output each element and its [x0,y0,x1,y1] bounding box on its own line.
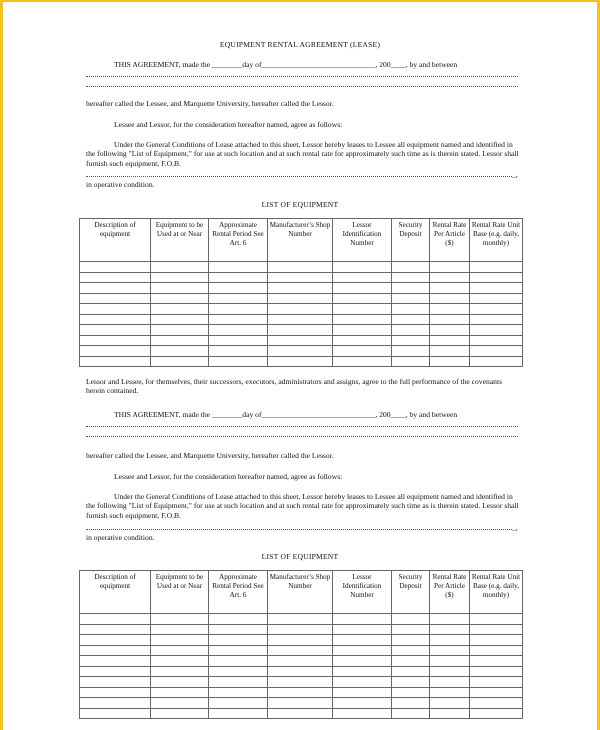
col-description: Description of equipment [80,571,151,614]
col-used-near: Equipment to be Used at or Near [151,571,209,614]
table-cell[interactable] [268,283,333,294]
table-cell[interactable] [430,314,470,325]
table-cell[interactable] [151,356,209,367]
table-cell[interactable] [268,624,333,635]
table-cell[interactable] [392,624,430,635]
table-cell[interactable] [151,272,209,283]
table-cell[interactable] [333,335,392,346]
consideration-line: Lessee and Lessor, for the consideration hereafter named, agree as follows: [114,472,343,481]
table-cell[interactable] [392,314,430,325]
table-cell[interactable] [209,698,268,709]
table-cell[interactable] [151,262,209,273]
table-cell[interactable] [209,325,268,336]
table-row [80,314,523,325]
col-security-deposit: Security Deposit [392,571,430,614]
table-cell[interactable] [430,624,470,635]
document-title: EQUIPMENT RENTAL AGREEMENT (LEASE) [219,40,381,49]
table-cell[interactable] [209,624,268,635]
table-cell[interactable] [268,335,333,346]
table-cell[interactable] [209,304,268,315]
table-cell[interactable] [392,656,430,667]
blank-line [86,76,518,77]
table-cell[interactable] [151,698,209,709]
table-cell[interactable] [151,346,209,357]
table-row [80,614,523,625]
table-cell[interactable] [80,614,151,625]
table-cell[interactable] [430,293,470,304]
table-cell[interactable] [209,346,268,357]
equipment-table [79,218,523,367]
table-cell[interactable] [268,698,333,709]
table-cell[interactable] [392,283,430,294]
table-cell[interactable] [333,656,392,667]
table-cell[interactable] [430,656,470,667]
table-cell[interactable] [80,698,151,709]
table-cell[interactable] [268,304,333,315]
table-cell[interactable] [470,635,523,646]
table-cell[interactable] [470,293,523,304]
table-cell[interactable] [80,335,151,346]
table-cell[interactable] [268,325,333,336]
table-cell[interactable] [470,708,523,719]
table-cell[interactable] [470,645,523,656]
table-cell[interactable] [268,656,333,667]
table-cell[interactable] [470,325,523,336]
table-cell[interactable] [430,666,470,677]
table-row [80,645,523,656]
table-cell[interactable] [268,677,333,688]
table-cell[interactable] [470,262,523,273]
table-cell[interactable] [80,666,151,677]
table-row [80,677,523,688]
agreement-line: THIS AGREEMENT, made the ________day of______________________________, 200____, by and between [114,60,458,69]
table-cell[interactable] [80,346,151,357]
table-cell[interactable] [333,614,392,625]
table-cell[interactable] [209,635,268,646]
col-rental-period: Approximate Rental Period See Art. 6 [209,219,268,262]
table-header-row [80,571,523,614]
table-cell[interactable] [80,272,151,283]
table-cell[interactable] [333,666,392,677]
table-cell[interactable] [268,262,333,273]
consideration-line: Lessee and Lessor, for the consideration hereafter named, agree as follows: [114,120,343,129]
table-cell[interactable] [151,335,209,346]
lessee-line: hereafter called the Lessee, and Marquette University, hereafter called the Lessor. [86,99,334,108]
table-cell[interactable] [209,283,268,294]
table-cell[interactable] [470,656,523,667]
table-row [80,687,523,698]
col-rate-unit-base: Rental Rate Unit Base (e.g. daily, monthly) [470,219,523,262]
table-cell[interactable] [151,635,209,646]
table-cell[interactable] [80,656,151,667]
table-header-row [80,219,523,262]
table-cell[interactable] [333,272,392,283]
operative-line: in operative condition. [86,180,155,189]
table-cell[interactable] [333,356,392,367]
table-cell[interactable] [333,346,392,357]
table-cell[interactable] [392,335,430,346]
table-cell[interactable] [333,645,392,656]
table-cell[interactable] [151,677,209,688]
table-cell[interactable] [430,645,470,656]
agreement-line: THIS AGREEMENT, made the ________day of______________________________, 200____, by and between [114,410,458,419]
table-row [80,346,523,357]
table-row [80,325,523,336]
table-cell[interactable] [470,314,523,325]
table-cell[interactable] [333,698,392,709]
table-cell[interactable] [80,304,151,315]
table-cell[interactable] [333,293,392,304]
table-row [80,698,523,709]
table-cell[interactable] [209,666,268,677]
table-cell[interactable] [151,666,209,677]
table-cell[interactable] [470,624,523,635]
conditions-paragraph: Under the General Conditions of Lease attached to this sheet, Lessor hereby leases to Lessee all equipment named and identified in the following "List of Equipment," for use at such location and at such rental rate for approximately such time as is therein stated. Lessor shall furnish such equipment, F.O.B. [86,140,519,168]
table-body [80,262,523,367]
table-cell[interactable] [80,687,151,698]
table-cell[interactable] [430,335,470,346]
table-cell[interactable] [470,687,523,698]
col-shop-number: Manufacturer’s Shop Number [268,219,333,262]
table-cell[interactable] [151,314,209,325]
table-cell[interactable] [430,635,470,646]
table-cell[interactable] [209,314,268,325]
table-cell[interactable] [151,614,209,625]
covenant-paragraph: Lessor and Lessee, for themselves, their successors, executors, administrators and assigns, agree to the full performance of the covenants herein contained. [86,377,503,396]
blank-line [86,436,518,437]
table-cell[interactable] [268,666,333,677]
fob-end-mark: _, [512,170,518,179]
table-cell[interactable] [333,262,392,273]
col-shop-number: Manufacturer’s Shop Number [268,571,333,614]
table-cell[interactable] [80,624,151,635]
table-cell[interactable] [430,304,470,315]
table-cell[interactable] [268,708,333,719]
table-cell[interactable] [80,314,151,325]
table-cell[interactable] [470,335,523,346]
table-cell[interactable] [392,356,430,367]
table-cell[interactable] [80,356,151,367]
table-cell[interactable] [333,314,392,325]
table-row [80,624,523,635]
table-cell[interactable] [333,635,392,646]
table-row [80,356,523,367]
table-cell[interactable] [268,346,333,357]
col-security-deposit: Security Deposit [392,219,430,262]
table-cell[interactable] [430,677,470,688]
table-cell[interactable] [209,645,268,656]
table-row [80,272,523,283]
table-cell[interactable] [392,635,430,646]
table-cell[interactable] [151,645,209,656]
table-cell[interactable] [209,272,268,283]
table-cell[interactable] [470,346,523,357]
table-cell[interactable] [80,325,151,336]
table-cell[interactable] [392,645,430,656]
table-cell[interactable] [392,614,430,625]
table-cell[interactable] [430,708,470,719]
table-cell[interactable] [470,356,523,367]
table-cell[interactable] [392,677,430,688]
col-rate-per-article: Rental Rate Per Article ($) [430,571,470,614]
table-cell[interactable] [209,262,268,273]
table-cell[interactable] [430,356,470,367]
col-description: Description of equipment [80,219,151,262]
table-cell[interactable] [151,283,209,294]
table-row [80,708,523,719]
table-cell[interactable] [209,335,268,346]
table-cell[interactable] [430,325,470,336]
lessee-line: hereafter called the Lessee, and Marquette University, hereafter called the Lessor. [86,451,334,460]
table-cell[interactable] [151,708,209,719]
table-cell[interactable] [151,293,209,304]
table-body [80,614,523,719]
table-cell[interactable] [268,293,333,304]
table-cell[interactable] [268,272,333,283]
table-cell[interactable] [80,262,151,273]
table-cell[interactable] [430,614,470,625]
table-row [80,666,523,677]
col-identification-number: Lessor Identification Number [333,571,392,614]
table-cell[interactable] [268,356,333,367]
conditions-paragraph: Under the General Conditions of Lease attached to this sheet, Lessor hereby leases to Lessee all equipment named and identified in the following "List of Equipment," for use at such location and at such rental rate for approximately such time as is therein stated. Lessor shall furnish such equipment, F.O.B. [86,492,519,520]
table-cell[interactable] [268,614,333,625]
table-cell[interactable] [209,687,268,698]
table-cell[interactable] [470,666,523,677]
table-cell[interactable] [151,656,209,667]
table-cell[interactable] [333,325,392,336]
table-cell[interactable] [151,304,209,315]
table-cell[interactable] [470,614,523,625]
table-cell[interactable] [80,635,151,646]
table-cell[interactable] [268,314,333,325]
table-cell[interactable] [392,262,430,273]
table-cell[interactable] [209,356,268,367]
table-row [80,283,523,294]
col-identification-number: Lessor Identification Number [333,219,392,262]
table-cell[interactable] [80,708,151,719]
table-cell[interactable] [209,708,268,719]
table-cell[interactable] [333,677,392,688]
table-cell[interactable] [333,708,392,719]
table-cell[interactable] [392,666,430,677]
list-title: LIST OF EQUIPMENT [261,200,339,209]
table-cell[interactable] [470,272,523,283]
table-cell[interactable] [151,624,209,635]
table-cell[interactable] [470,698,523,709]
table-cell[interactable] [430,262,470,273]
table-cell[interactable] [392,272,430,283]
table-cell[interactable] [268,645,333,656]
table-cell[interactable] [470,304,523,315]
table-cell[interactable] [430,346,470,357]
table-cell[interactable] [430,687,470,698]
table-cell[interactable] [430,283,470,294]
table-cell[interactable] [392,304,430,315]
table-row [80,262,523,273]
table-row [80,304,523,315]
table-cell[interactable] [392,687,430,698]
table-row [80,656,523,667]
blank-line [86,86,518,87]
table-cell[interactable] [80,293,151,304]
table-cell[interactable] [430,698,470,709]
operative-line: in operative condition. [86,533,155,542]
table-cell[interactable] [392,346,430,357]
table-row [80,335,523,346]
col-rate-per-article: Rental Rate Per Article ($) [430,219,470,262]
fob-blank-line [86,529,512,530]
col-rate-unit-base: Rental Rate Unit Base (e.g. daily, monthly) [470,571,523,614]
table-cell[interactable] [470,677,523,688]
table-cell[interactable] [392,698,430,709]
table-cell[interactable] [151,687,209,698]
table-cell[interactable] [209,293,268,304]
table-cell[interactable] [333,687,392,698]
table-cell[interactable] [392,325,430,336]
table-cell[interactable] [209,614,268,625]
equipment-table [79,570,523,719]
table-cell[interactable] [80,677,151,688]
table-cell[interactable] [430,272,470,283]
col-used-near: Equipment to be Used at or Near [151,219,209,262]
list-title: LIST OF EQUIPMENT [261,552,339,561]
table-cell[interactable] [268,687,333,698]
table-cell[interactable] [333,304,392,315]
table-cell[interactable] [333,624,392,635]
table-cell[interactable] [392,293,430,304]
table-cell[interactable] [268,635,333,646]
table-cell[interactable] [209,656,268,667]
table-cell[interactable] [209,677,268,688]
blank-line [86,426,518,427]
fob-blank-line [86,176,512,177]
table-row [80,293,523,304]
table-cell[interactable] [151,325,209,336]
table-cell[interactable] [80,283,151,294]
table-cell[interactable] [80,645,151,656]
table-cell[interactable] [470,283,523,294]
table-cell[interactable] [333,283,392,294]
table-row [80,635,523,646]
fob-end-mark: _, [512,523,518,532]
table-cell[interactable] [392,708,430,719]
col-rental-period: Approximate Rental Period See Art. 6 [209,571,268,614]
